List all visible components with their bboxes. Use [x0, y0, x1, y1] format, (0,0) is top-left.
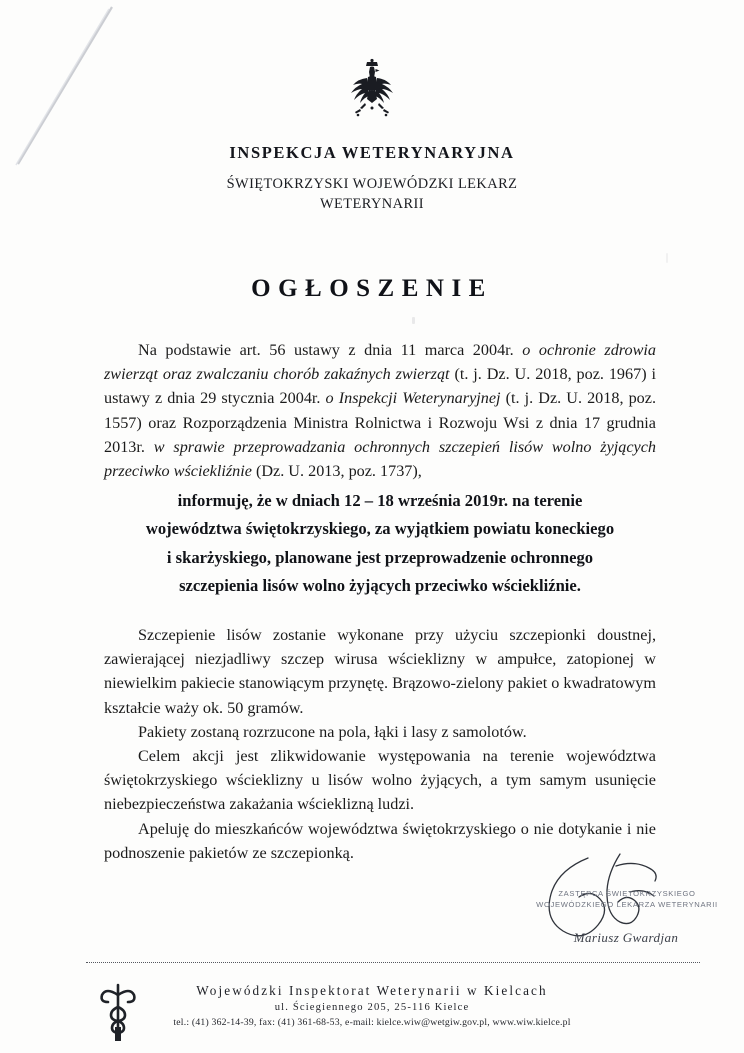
organization-role: [0, 174, 744, 214]
legal-citation-3: w sprawie przeprowadzania ochronnych szczepień lisów wolno żyjących przeciwko wściekliźnie: [104, 437, 656, 481]
footer-contact: tel.: (41) 362-14-39, fax: (41) 361-68-53, e-mail: kielce.wiw@wetgiw.gov.pl, www.wiw.kielce.pl: [173, 1017, 571, 1028]
stamp-line-1: ZASTĘPCA ŚWIĘTOKRZYSKIEGO: [558, 889, 696, 898]
document-title: OGŁOSZENIE: [251, 275, 493, 302]
legal-citation-1: o ochronie zdrowia zwierząt oraz zwalczaniu chorób zakaźnych zwierząt: [104, 341, 656, 384]
highlight-line-3: i skarżyskiego, planowane jest przeprowadzenie ochronnego: [166, 547, 594, 567]
highlight-line-1: informuję, że w dniach 12 – 18 września 2019r. na terenie: [177, 491, 583, 510]
organization-role-line-1: ŚWIĘTOKRZYSKI WOJEWÓDZKI LEKARZ: [226, 176, 518, 192]
scan-speck: [412, 317, 415, 324]
body-paragraph-1: Szczepienie lisów zostanie wykonane przy użyciu szczepionki doustnej, zawierającej niezjadliwy szczep wirusa wścieklizny w ampułce, zatopionej w niewielkim pakiecie stanowiącym przynętę. Brązowo-zielony pakiet o kwadratowym kształcie waży ok. 50 gramów.: [104, 626, 656, 717]
highlight-line-4: szczepienia lisów wolno żyjących przeciwko wściekliźnie.: [179, 576, 581, 596]
legal-seg-1: Na podstawie art. 56 ustawy z dnia 11 marca 2004r.: [138, 341, 523, 359]
footer: [0, 982, 744, 1030]
footer-address: ul. Ściegiennego 205, 25-116 Kielce: [274, 1002, 470, 1013]
page-title-organization: INSPEKCJA WETERYNARYJNA: [229, 143, 515, 162]
legal-seg-3: (t. j. Dz. U. 2018, poz. 1967) i ustawy z dnia 29 stycznia 2004r.: [104, 365, 656, 408]
official-stamp: [532, 888, 722, 910]
legal-basis-paragraph: [104, 338, 656, 483]
signature-block: [470, 852, 720, 962]
highlight-line-2: województwa świętokrzyskiego, za wyjątkiem powiatu koneckiego: [145, 519, 615, 539]
organization-role-line-2: WETERYNARII: [319, 196, 425, 212]
body-paragraph-2: Pakiety zostaną rozrzucone na pola, łąki i lasy z samolotów.: [138, 722, 527, 741]
stamp-line-2: WOJEWÓDZKIEGO LEKARZA WETERYNARII: [536, 900, 718, 909]
footer-organization: Wojewódzki Inspektorat Weterynarii w Kielcach: [196, 983, 548, 998]
legal-citation-2: o Inspekcji Weterynaryjnej: [325, 389, 501, 408]
body-paragraph-3: Celem akcji jest zlikwidowanie występowania na terenie województwa świętokrzyskiego wścieklizny u lisów wolno żyjących, a tym samym usunięcie niebezpieczeństwa zakażania wścieklizną ludzi.: [104, 747, 656, 814]
announcement-highlight: [104, 487, 656, 601]
body-paragraph-4: Apeluję do mieszkańców województwa świętokrzyskiego o nie dotykanie i nie podnoszenie pakietów ze szczepionką.: [104, 819, 656, 862]
footer-divider: [86, 962, 700, 963]
signatory-name: Mariusz Gwardjan: [573, 930, 679, 945]
announcement-body: [104, 623, 656, 865]
polish-eagle-emblem: [0, 58, 744, 134]
legal-seg-7: (Dz. U. 2013, poz. 1737),: [251, 462, 422, 481]
scan-speck: [666, 253, 668, 263]
legal-seg-5: (t. j. Dz. U. 2018, poz. 1557) oraz Rozporządzenia Ministra Rolnictwa i Rozwoju Wsi z dnia 17 grudnia 2013r.: [104, 389, 656, 456]
